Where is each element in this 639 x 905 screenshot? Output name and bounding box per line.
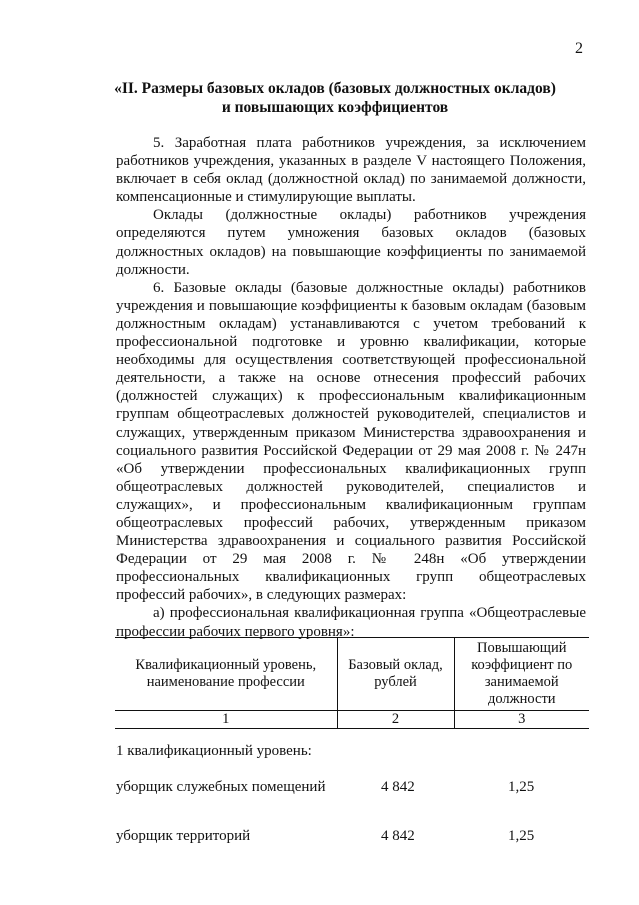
base-salary-value: 4 842	[381, 828, 415, 844]
coefficient-value: 1,25	[508, 828, 535, 844]
column-number-1: 1	[115, 711, 337, 729]
section-heading-line-2: и повышающих коэффициентов	[221, 99, 449, 116]
table-column-numbers	[115, 711, 589, 729]
profession-name: уборщик территорий	[116, 828, 251, 844]
salary-table	[115, 637, 589, 729]
column-number-3: 3	[454, 711, 589, 729]
table-header-row	[115, 638, 589, 711]
base-salary-value: 4 842	[381, 779, 415, 795]
table-row	[116, 779, 589, 799]
section-heading-line-1: «II. Размеры базовых окладов (базовых должностных окладов)	[114, 80, 556, 97]
paragraph-6: 6. Базовые оклады (базовые должностные оклады) работников учреждения и повышающие коэффициенты к базовым окладам (базовым должностным окладам) устанавливаются с учетом требований к профессиональной подготовке и уровню квалификации, которые необходимы для осуществления соответствующей профессиональной деятельности, а также на основе отнесения профессий рабочих (должностей служащих) к профессиональным квалификационным группам общеотраслевых должностей руководителей, специалистов и служащих, утвержденным приказом Министерства здравоохранения и социального развития Российской Федерации от 29 мая 2008 г. № 247н «Об утверждении профессиональных квалификационных групп общеотраслевых должностей руководителей, специалистов и служащих», и профессиональным квалификационным группам общеотраслевых профессий рабочих, утвержденным приказом Министерства здравоохранения и социального развития Российской Федерации от 29 мая 2008 г. № 248н «Об утверждении профессиональных квалификационных групп общеотраслевых профессий рабочих», в следующих размерах:	[116, 279, 586, 604]
header-coefficient: Повышающий коэффициент по занимаемой должности	[454, 638, 589, 711]
table-row	[116, 828, 589, 848]
column-number-2: 2	[337, 711, 454, 729]
paragraph-group-a: а) профессиональная квалификационная группа «Общеотраслевые профессии рабочих первого уровня»:	[116, 605, 586, 640]
page-number: 2	[575, 40, 583, 57]
header-base-salary: Базовый оклад, рублей	[337, 638, 454, 711]
coefficient-value: 1,25	[508, 779, 535, 795]
salary-table-header	[115, 637, 589, 729]
paragraph-5: 5. Заработная плата работников учреждения, за исключением работников учреждения, указанных в разделе V настоящего Положения, включает в себя оклад (должностной оклад) по занимаемой должности, компенсационные и стимулирующие выплаты.	[116, 135, 586, 206]
section-heading	[100, 79, 570, 117]
table-group-label: 1 квалификационный уровень:	[116, 743, 312, 759]
body-text	[116, 134, 586, 641]
profession-name: уборщик служебных помещений	[116, 779, 326, 795]
paragraph-salaries: Оклады (должностные оклады) работников учреждения определяются путем умножения базовых окладов (базовых должностных окладов) на повышающие коэффициенты по занимаемой должности.	[116, 207, 586, 278]
header-qualification-level: Квалификационный уровень, наименование профессии	[115, 638, 337, 711]
